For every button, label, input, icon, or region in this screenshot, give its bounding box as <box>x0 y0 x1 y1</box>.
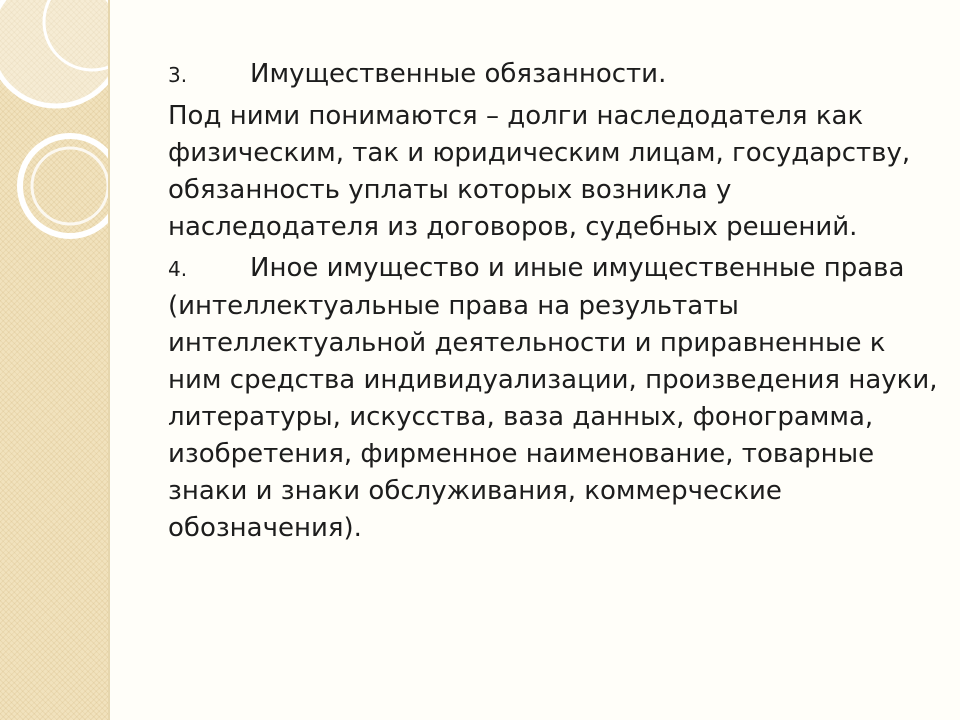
slide-content <box>168 56 938 551</box>
item-3-heading <box>168 56 938 94</box>
decorative-rings <box>0 0 108 720</box>
decorative-side-band <box>0 0 108 720</box>
item-4-text: Иное имущество и иные имущественные права (интеллектуальные права на результаты интеллектуальной деятельности и приравненные к ним средства индивидуализации, произведения науки, литературы, искусства, ваза данных, фонограмма, изобретения, фирменное наименование, товарные знаки и знаки обслуживания, коммерческие обозначения). <box>168 253 938 543</box>
band-divider <box>108 0 110 720</box>
item-3-title: Имущественные обязанности. <box>250 59 667 89</box>
item-4-number: 4. <box>168 257 188 281</box>
item-3-number: 3. <box>168 63 188 87</box>
item-3-body: Под ними понимаются – долги наследодателя как физическим, так и юридическим лицам, государству, обязанность уплаты которых возникла у наследодателя из договоров, судебных решений. <box>168 101 911 242</box>
ring-middle-inner <box>32 148 108 224</box>
item-4-paragraph <box>168 250 938 547</box>
